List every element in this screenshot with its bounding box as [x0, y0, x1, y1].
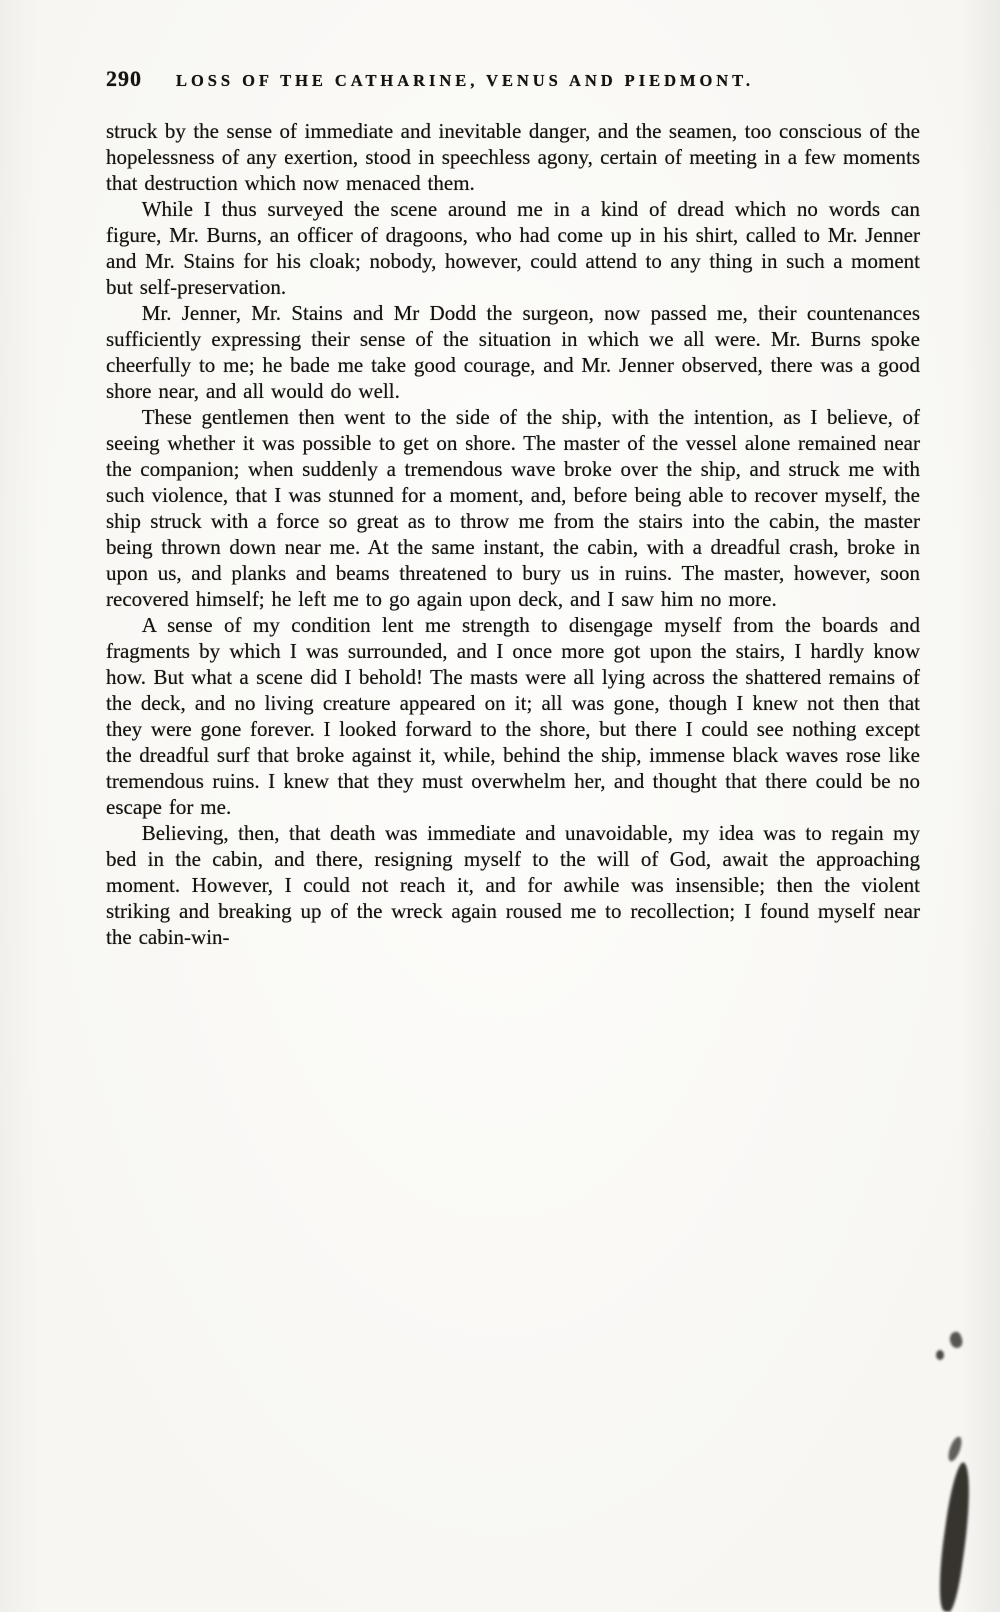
body-text — [106, 118, 920, 950]
paragraph-1: struck by the sense of immediate and inevitable danger, and the seamen, too conscious of the hopelessness of any exertion, stood in speechless agony, certain of meeting in a few moments that destruction which now menaced them. — [106, 119, 920, 195]
paragraph-6: Believing, then, that death was immediate and unavoidable, my idea was to regain my bed in the cabin, and there, resigning myself to the will of God, await the approaching moment. However, I could not reach it, and for awhile was insensible; then the violent striking and breaking up of the wreck again roused me to recollection; I found myself near the cabin-win- — [106, 821, 920, 949]
page-content — [106, 66, 920, 950]
ink-smudge — [946, 1435, 964, 1463]
paragraph-4: These gentlemen then went to the side of the ship, with the intention, as I believe, of seeing whether it was possible to get on shore. The master of the vessel alone remained near the companion; when suddenly a tremendous wave broke over the ship, and struck me with such violence, that I was stunned for a moment, and, before being able to recover myself, the ship struck with a force so great as to throw me from the stairs into the cabin, the master being thrown down near me. At the same instant, the cabin, with a dreadful crash, broke in upon us, and planks and beams threatened to bury us in ruins. The master, however, soon recovered himself; he left me to go again upon deck, and I saw him no more. — [106, 405, 920, 611]
ink-speck — [936, 1350, 944, 1360]
ink-smudge — [934, 1461, 977, 1612]
paragraph-5: A sense of my condition lent me strength to disengage myself from the boards and fragments by which I was surrounded, and I once more got upon the stairs, I hardly know how. But what a scene did I behold! The masts were all lying across the shattered remains of the deck, and no living creature appeared on it; all was gone, though I knew not then that they were gone forever. I looked forward to the shore, but there I could see nothing except the dreadful surf that broke against it, while, behind the ship, immense black waves rose like tremendous ruins. I knew that they must overwhelm her, and thought that there could be no escape for me. — [106, 613, 920, 819]
paragraph-3: Mr. Jenner, Mr. Stains and Mr Dodd the surgeon, now passed me, their countenances sufficiently expressing their sense of the situation in which we all were. Mr. Burns spoke cheerfully to me; he bade me take good courage, and Mr. Jenner observed, there was a good shore near, and all would do well. — [106, 301, 920, 403]
paragraph-2: While I thus surveyed the scene around me in a kind of dread which no words can figure, Mr. Burns, an officer of dragoons, who had come up in his shirt, called to Mr. Jenner and Mr. Stains for his cloak; nobody, however, could attend to any thing in such a moment but self-preservation. — [106, 197, 920, 299]
page-number: 290 — [106, 66, 142, 91]
ink-speck — [948, 1331, 964, 1350]
running-title: LOSS OF THE CATHARINE, VENUS AND PIEDMONT. — [176, 71, 754, 90]
running-head — [106, 66, 920, 92]
